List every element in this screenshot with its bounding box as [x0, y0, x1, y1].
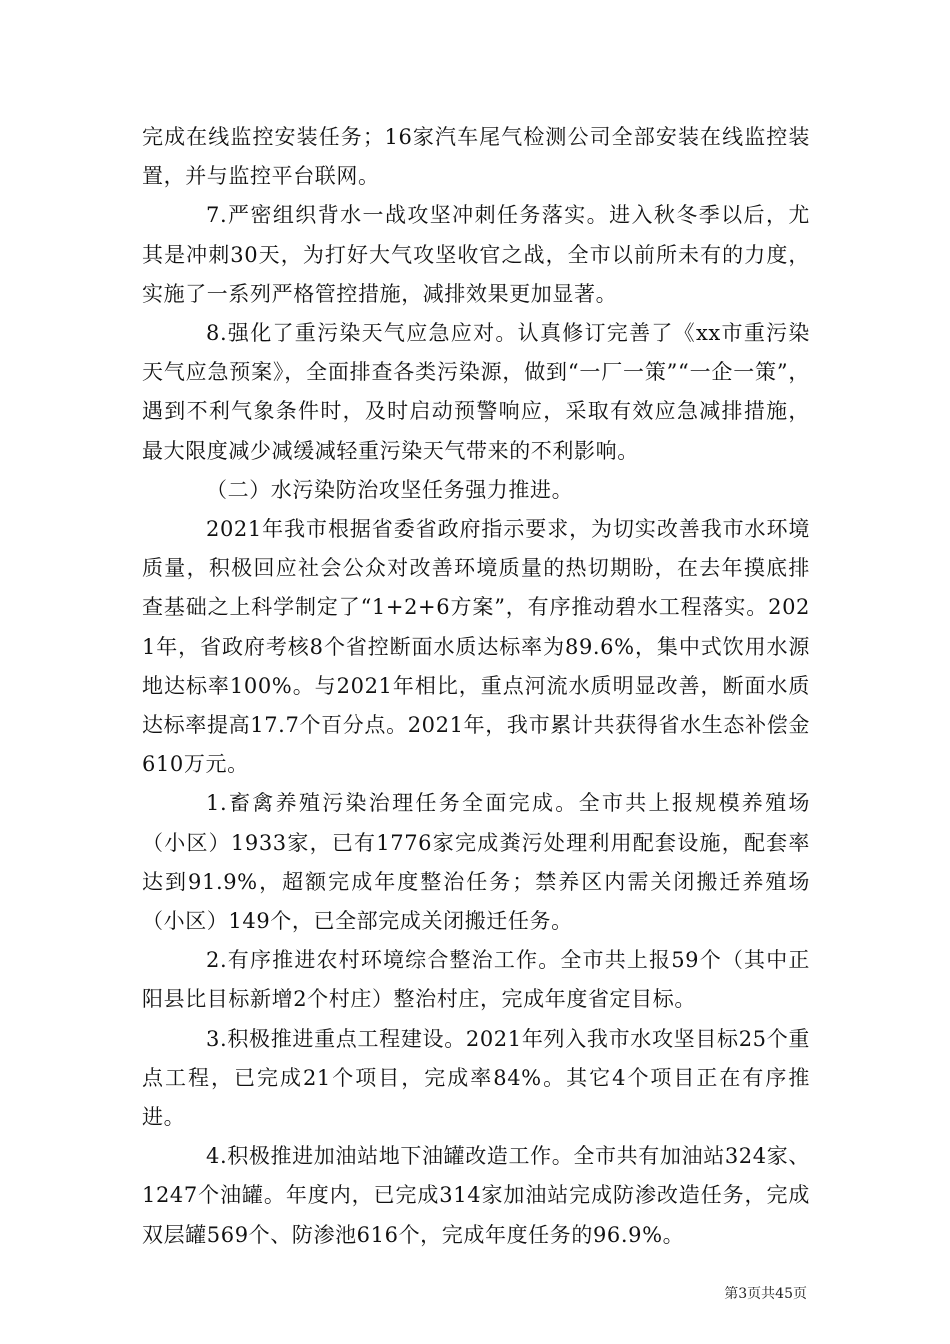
paragraph-water-item-4: 4.积极推进加油站地下油罐改造工作。全市共有加油站324家、1247个油罐。年度内，已完成314家加油站完成防渗改造任务，完成双层罐569个、防渗池616个，完成年度任务的96.9%。: [142, 1144, 810, 1247]
paragraph-item-8: 8.强化了重污染天气应急应对。认真修订完善了《xx市重污染天气应急预案》，全面排查各类污染源，做到“一厂一策”“一企一策”，遇到不利气象条件时，及时启动预警响应，采取有效应急减排措施，最大限度减少减缓减轻重污染天气带来的不利影响。: [142, 321, 810, 463]
paragraph-water-item-3: 3.积极推进重点工程建设。2021年列入我市水攻坚目标25个重点工程，已完成21个项目，完成率84%。其它4个项目正在有序推进。: [142, 1026, 810, 1130]
section-heading-water-pollution: （二）水污染防治攻坚任务强力推进。: [206, 477, 574, 502]
page-number-footer: 第3页共45页: [724, 1286, 807, 1302]
paragraph-water-summary: 2021年我市根据省委省政府指示要求，为切实改善我市水环境质量，积极回应社会公众对改善环境质量的热切期盼，在去年摸底排查基础之上科学制定了“1+2+6方案”，有序推动碧水工程落实。2021年，省政府考核8个省控断面水质达标率为89.6%，集中式饮用水源地达标率100%。与2021年相比，重点河流水质明显改善，断面水质达标率提高17.7个百分点。2021年，我市累计共获得省水生态补偿金610万元。: [142, 517, 810, 777]
paragraph-water-item-2: 2.有序推进农村环境综合整治工作。全市共上报59个（其中正阳县比目标新增2个村庄）整治村庄，完成年度省定目标。: [142, 948, 810, 1012]
paragraph-water-item-1: 1.畜禽养殖污染治理任务全面完成。全市共上报规模养殖场（小区）1933家，已有1776家完成粪污处理利用配套设施，配套率达到91.9%，超额完成年度整治任务；禁养区内需关闭搬迁养殖场（小区）149个，已全部完成关闭搬迁任务。: [142, 791, 810, 934]
paragraph-item-7: 7.严密组织背水一战攻坚冲刺任务落实。进入秋冬季以后，尤其是冲刺30天，为打好大气攻坚收官之战，全市以前所未有的力度，实施了一系列严格管控措施，减排效果更加显著。: [142, 203, 810, 306]
paragraph-continuation: 完成在线监控安装任务；16家汽车尾气检测公司全部安装在线监控装置，并与监控平台联网。: [142, 125, 810, 189]
document-body: [142, 118, 810, 1255]
